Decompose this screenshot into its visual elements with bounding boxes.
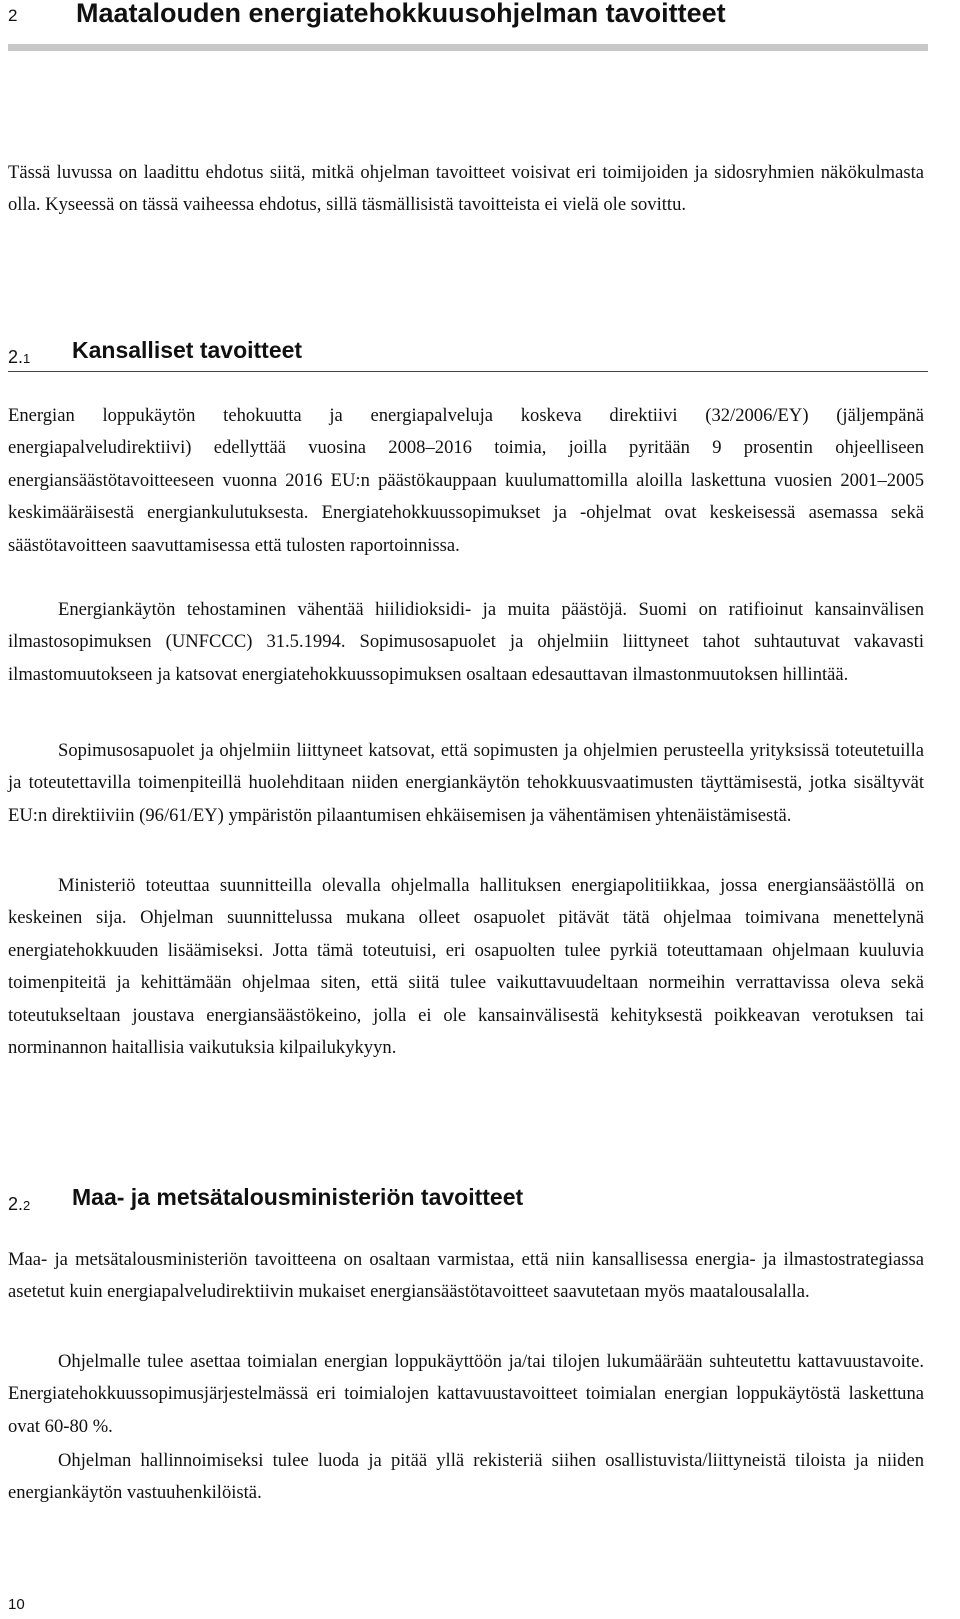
section-2-paragraph-2: Ohjelmalle tulee asettaa toimialan energian loppukäyttöön ja/tai tilojen lukumäärään suhteutettu kattavuustavoite. Energiatehokkuussopimusjärjestelmässä eri toimialojen kattavuustavoitteet toimialan energian loppukäytöstä laskettuna ovat 60-80 %. (8, 1351, 924, 1437)
section-title: Kansalliset tavoitteet (72, 337, 303, 363)
chapter-heading (8, 0, 928, 51)
chapter-number: 2 (8, 6, 18, 25)
section-title: Maa- ja metsätalousministeriön tavoitteet (72, 1184, 524, 1210)
section-number-sub: 1 (23, 351, 31, 366)
section-number (8, 347, 30, 368)
section-1-paragraph-2: Energiankäytön tehostaminen vähentää hiilidioksidi- ja muita päästöjä. Suomi on ratifioinut kansainvälisen ilmastosopimuksen (UNFCCC) 31.5.1994. Sopimusosapuolet ja ohjelmiin liittyneet tahot suhtautuvat vakavasti ilmastomuutokseen ja katsovat energiatehokkuussopimuksen osaltaan edesauttavan ilmastonmuutoksen hillintää. (8, 599, 924, 685)
section-number-main: 2. (8, 347, 24, 367)
page-number: 10 (8, 1596, 25, 1613)
section-1-paragraph-3: Sopimusosapuolet ja ohjelmiin liittyneet katsovat, että sopimusten ja ohjelmien perusteella yrityksissä toteutetuilla ja toteutettavilla toimenpiteillä huolehditaan niiden energiankäytön tehokkuusvaatimusten täyttämisestä, jotka sisältyvät EU:n direktiiviin (96/61/EY) ympäristön pilaantumisen ehkäisemisen ja vähentämisen yhtenäistämisestä. (8, 740, 924, 826)
section-2-paragraph-3: Ohjelman hallinnoimiseksi tulee luoda ja pitää yllä rekisteriä siihen osallistuvista/liittyneistä tiloista ja niiden energiankäytön vastuuhenkilöistä. (8, 1450, 924, 1504)
section-heading-kansalliset (8, 337, 928, 372)
section-2-paragraph-1: Maa- ja metsätalousministeriön tavoitteena on osaltaan varmistaa, että niin kansallisessa energia- ja ilmastostrategiassa asetetut kuin energiapalveludirektiivin mukaiset energiansäästötavoitteet saavutetaan myös maatalousalalla. (8, 1249, 924, 1303)
intro-paragraph: Tässä luvussa on laadittu ehdotus siitä, mitkä ohjelman tavoitteet voisivat eri toimijoiden ja sidosryhmien näkökulmasta olla. Kyseessä on tässä vaiheessa ehdotus, sillä täsmällisistä tavoitteista ei vielä ole sovittu. (8, 162, 924, 216)
section-heading-mmm (8, 1184, 928, 1218)
section-1-paragraph-4: Ministeriö toteuttaa suunnitteilla olevalla ohjelmalla hallituksen energiapolitiikkaa, jossa energiansäästöllä on keskeinen sija. Ohjelman suunnittelussa mukana olleet osapuolet pitävät tätä ohjelmaa toimivana menettelynä energiatehokkuuden lisäämiseksi. Jotta tämä toteutuisi, eri osapuolten tulee pyrkiä toteuttamaan ohjelmaan kuuluvia toimenpiteitä ja kehittämään ohjelmaa siten, että siitä tulee vaikuttavuudeltaan normeihin verrattavissa oleva sekä toteutukseltaan joustava energiansäästökeino, jolla ei ole kansainvälisestä kehityksestä poikkeavan verotuksen tai norminannon haitallisia vaikutuksia kilpailukykyyn. (8, 875, 924, 1059)
section-number-main: 2. (8, 1194, 24, 1214)
section-number (8, 1194, 30, 1215)
section-number-sub: 2 (23, 1198, 31, 1213)
chapter-title: Maatalouden energiatehokkuusohjelman tavoitteet (76, 0, 726, 28)
section-1-paragraph-1: Energian loppukäytön tehokuutta ja energiapalveluja koskeva direktiivi (32/2006/EY) (jäljempänä energiapalveludirektiivi) edellyttää vuosina 2008–2016 toimia, joilla pyritään 9 prosentin ohjeelliseen energiansäästötavoitteeseen vuonna 2016 EU:n päästökauppaan kuulumattomilla aloilla laskettuna vuosien 2001–2005 keskimääräisestä energiankulutuksesta. Energiatehokkuussopimukset ja -ohjelmat ovat keskeisessä asemassa sekä säästötavoitteen saavuttamisessa että tulosten raportoinnissa. (8, 405, 924, 556)
